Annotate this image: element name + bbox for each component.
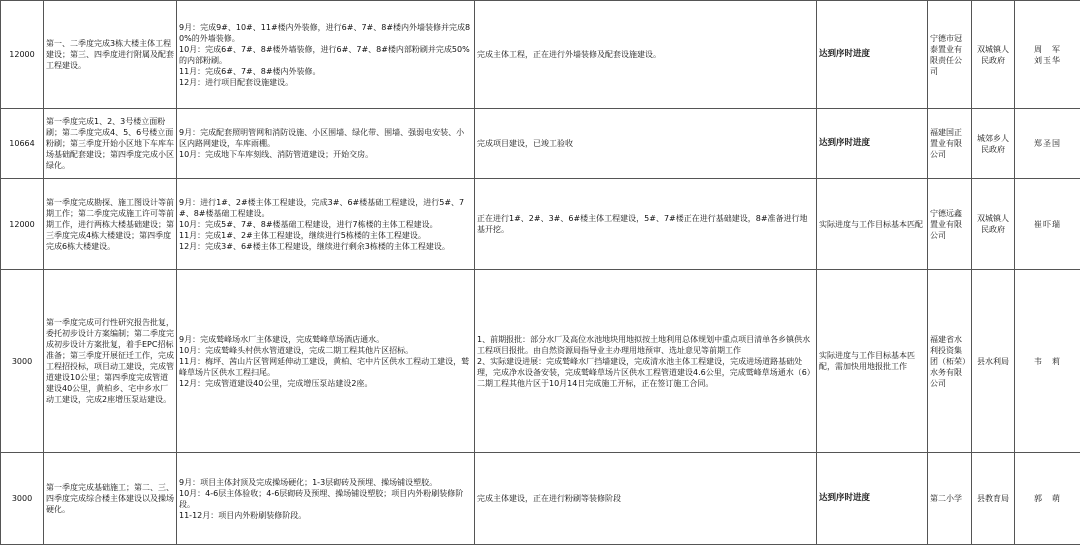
monthly-plan-cell: 9月：进行1#、2#楼主体工程建设，完成3#、6#楼基础工程建设，进行5#、7#、8#楼基础工程建设。 10月：完成5#、7#、8#楼基础工程建设，进行7栋楼的主体工程建设。 11月：完成1#、2#主体工程建设，继续进行5栋楼的主体工程建设。 12月：完成3#、6#楼主体工程建设，继续进行剩余3栋楼的主体工程建设。 bbox=[177, 179, 475, 270]
investment-amount-cell: 3000 bbox=[1, 270, 44, 453]
responsible-unit-cell: 宁德远鑫置业有限公司 bbox=[928, 179, 972, 270]
responsible-unit-cell: 第二小学 bbox=[928, 453, 972, 545]
status-cell: 实际进度与工作目标基本匹配，需加快用地报批工作 bbox=[817, 270, 928, 453]
responsible-unit-cell: 福建省水利投资集团（柘荣）水务有限公司 bbox=[928, 270, 972, 453]
department-cell: 城郊乡人民政府 bbox=[972, 109, 1015, 179]
investment-amount-cell: 10664 bbox=[1, 109, 44, 179]
table-row bbox=[1, 270, 1080, 453]
person-in-charge-cell: 韦 莉 bbox=[1015, 270, 1080, 453]
annual-plan-cell: 第一季度完成可行性研究报告批复，委托初步设计方案编制；第二季度完成初步设计方案批复，着手EPC招标准备；第三季度开展征迁工作，完成工程招投标，项目动工建设，完成管道建设10公里；第四季度完成管道建设40公里，黄柏乡、宅中乡水厂动工建设，完成2座增压泵站建设。 bbox=[44, 270, 177, 453]
annual-plan-cell: 第一、二季度完成3栋大楼主体工程建设；第三、四季度进行附属及配套工程建设。 bbox=[44, 1, 177, 109]
table-row bbox=[1, 453, 1080, 545]
table-row bbox=[1, 179, 1080, 270]
table-row bbox=[1, 1, 1080, 109]
department-cell: 双城镇人民政府 bbox=[972, 1, 1015, 109]
department-cell: 双城镇人民政府 bbox=[972, 179, 1015, 270]
monthly-plan-cell: 9月：完成9#、10#、11#楼内外装修，进行6#、7#、8#楼内外墙装修并完成80%的外墙装修。 10月：完成6#、7#、8#楼外墙装修，进行6#、7#、8#楼内部粉刷并完成50%的内部粉刷。 11月：完成6#、7#、8#楼内外装修。 12月：进行项目配套设施建设。 bbox=[177, 1, 475, 109]
person-in-charge-cell: 崔吓瑞 bbox=[1015, 179, 1080, 270]
status-cell: 达到序时进度 bbox=[817, 453, 928, 545]
progress-cell: 完成项目建设，已竣工验收 bbox=[475, 109, 817, 179]
person-in-charge-cell: 周 军 刘玉华 bbox=[1015, 1, 1080, 109]
status-cell: 达到序时进度 bbox=[817, 1, 928, 109]
progress-cell: 正在进行1#、2#、3#、6#楼主体工程建设，5#、7#楼正在进行基础建设，8#准备进行地基开挖。 bbox=[475, 179, 817, 270]
progress-cell: 完成主体工程，正在进行外墙装修及配套设施建设。 bbox=[475, 1, 817, 109]
monthly-plan-cell: 9月：项目主体封顶及完成操场硬化；1-3层砌砖及预埋、操场铺设塑胶。 10月：4-6层主体验收；4-6层砌砖及预埋、操场铺设塑胶；项目内外粉刷装修阶段。 11-12月：项目内外粉刷装修阶段。 bbox=[177, 453, 475, 545]
investment-amount-cell: 12000 bbox=[1, 1, 44, 109]
table-row bbox=[1, 109, 1080, 179]
monthly-plan-cell: 9月：完成配套照明管网和消防设施、小区围墙、绿化带、围墙、强弱电安装、小区内路网建设，车库雨棚。 10月：完成地下车库刻线、消防管道建设；开始交房。 bbox=[177, 109, 475, 179]
annual-plan-cell: 第一季度完成1、2、3号楼立面粉刷；第二季度完成4、5、6号楼立面粉刷；第三季度开始小区地下车库车场基础配套建设；第四季度完成小区绿化。 bbox=[44, 109, 177, 179]
monthly-plan-cell: 9月：完成鹫峰场水厂主体建设，完成鹫峰草场酒店通水。 10月：完成鹫峰头村供水管道建设，完成二期工程其他片区招标。 11月：梅坪、茜山片区管网延伸动工建设，黄柏、宅中片区供水工程动工建设，鹫峰草场片区供水工程扫尾。 12月：完成管道建设40公里，完成增压泵站建设2座。 bbox=[177, 270, 475, 453]
status-cell: 达到序时进度 bbox=[817, 109, 928, 179]
investment-amount-cell: 12000 bbox=[1, 179, 44, 270]
status-cell: 实际进度与工作目标基本匹配 bbox=[817, 179, 928, 270]
annual-plan-cell: 第一季度完成勘探、施工图设计等前期工作；第二季度完成施工许可等前期工作，进行两栋大楼基础建设；第三季度完成4栋大楼建设；第四季度完成6栋大楼建设。 bbox=[44, 179, 177, 270]
department-cell: 县水利局 bbox=[972, 270, 1015, 453]
progress-cell: 完成主体建设，正在进行粉刷等装修阶段 bbox=[475, 453, 817, 545]
person-in-charge-cell: 郭 萌 bbox=[1015, 453, 1080, 545]
investment-amount-cell: 3000 bbox=[1, 453, 44, 545]
annual-plan-cell: 第一季度完成基础施工；第二、三、四季度完成综合楼主体建设以及操场硬化。 bbox=[44, 453, 177, 545]
progress-cell: 1、前期报批：部分水厂及高位水池地块用地拟按土地利用总体规划中重点项目清单各乡镇供水工程项目报批。由自然资源局指导业主办理用地预审、选址意见等前期工作 2、实际建设进展：完成鹫峰水厂挡墙建设，完成清水池主体工程建设，完成进场道路基础处理，完成净水设备安装，完成鹫峰草场片区供水工程管道建设4.6公里，完成鹫峰草场通水（6）二期工程其他片区于10月14日完成施工开标，正在签订施工合同。 bbox=[475, 270, 817, 453]
department-cell: 县教育局 bbox=[972, 453, 1015, 545]
responsible-unit-cell: 福建国正置业有限公司 bbox=[928, 109, 972, 179]
person-in-charge-cell: 郑圣国 bbox=[1015, 109, 1080, 179]
responsible-unit-cell: 宁德市冠泰置业有限责任公司 bbox=[928, 1, 972, 109]
